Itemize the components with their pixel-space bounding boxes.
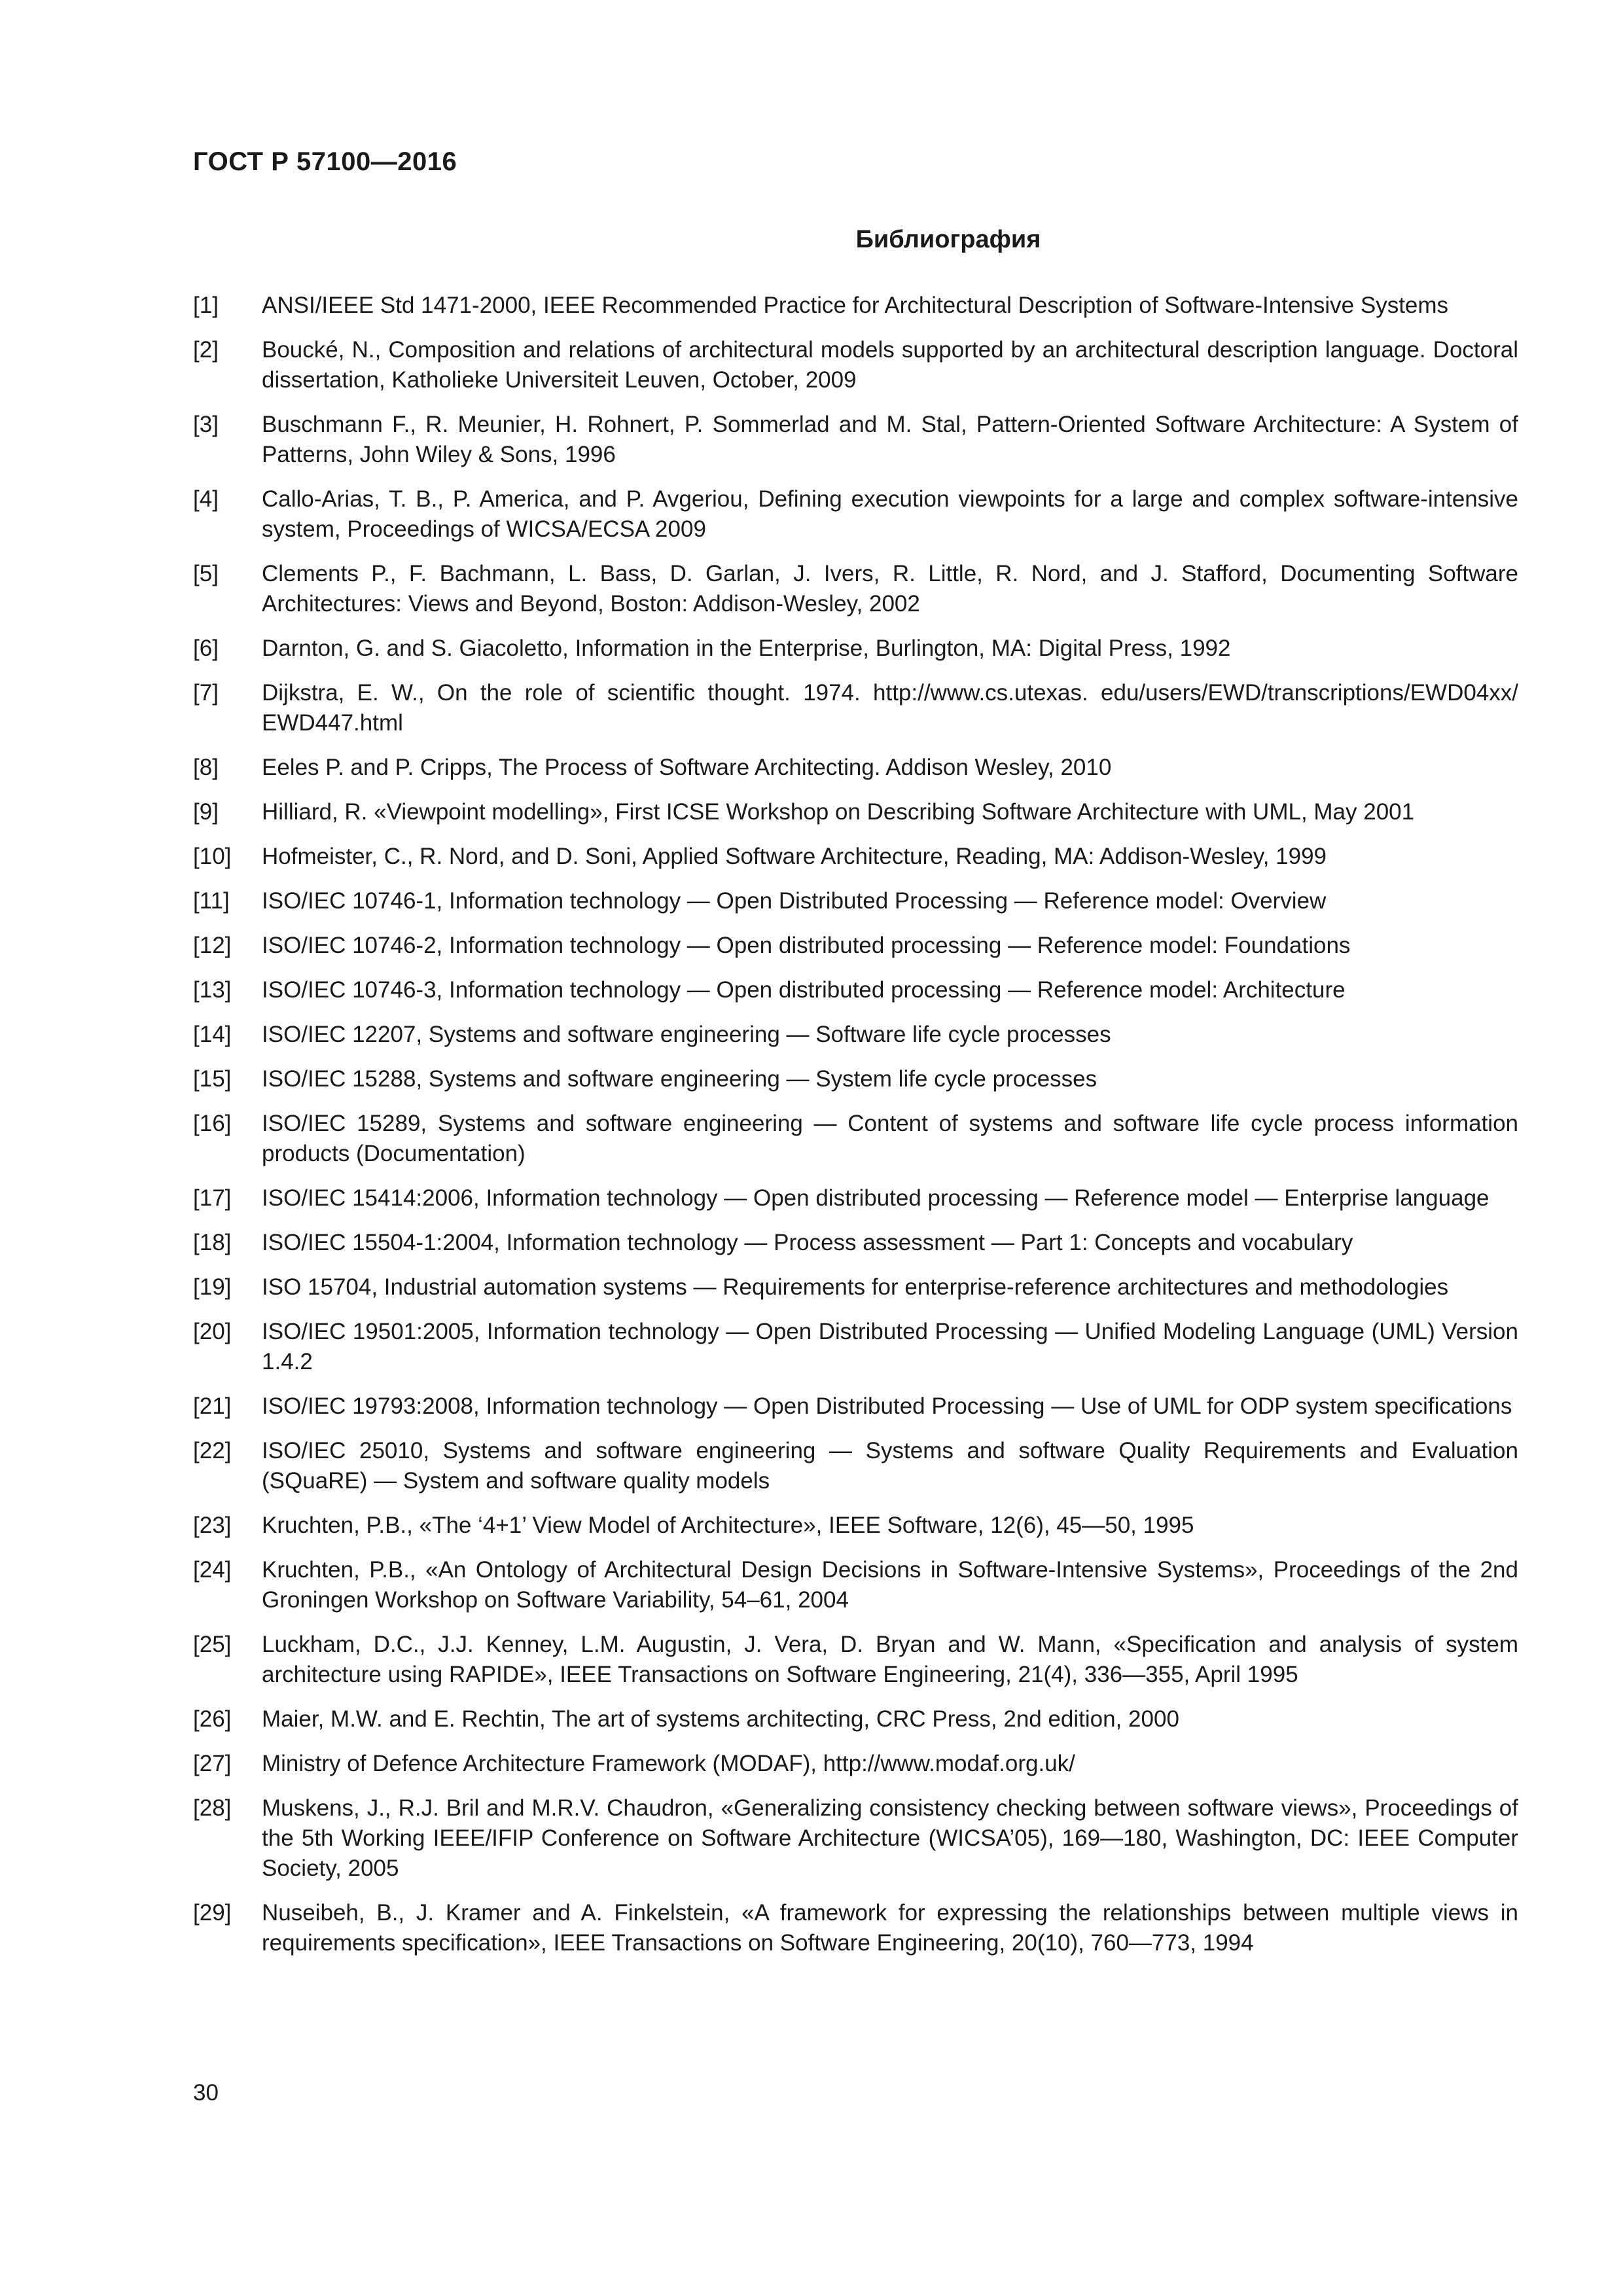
reference-item: [193, 484, 1518, 545]
reference-item: [193, 1109, 1518, 1169]
section-title: Библиография: [855, 226, 1041, 253]
reference-item: [193, 1020, 1518, 1050]
reference-text: Callo-Arias, T. B., P. America, and P. Avgeriou, Defining execution viewpoints for a large and complex software-intensive system, Proceedings of WICSA/ECSA 2009: [262, 486, 1518, 542]
reference-item: [193, 1391, 1518, 1422]
reference-number: [28]: [193, 1795, 232, 1821]
reference-number: [10]: [193, 844, 232, 869]
reference-item: [193, 1436, 1518, 1496]
reference-number: [17]: [193, 1185, 232, 1211]
reference-text: ISO/IEC 12207, Systems and software engineering — Software life cycle processes: [262, 1022, 1111, 1047]
reference-text: Darnton, G. and S. Giacoletto, Information in the Enterprise, Burlington, MA: Digital Press, 1992: [262, 636, 1231, 661]
reference-item: [193, 975, 1518, 1005]
reference-item: [193, 931, 1518, 961]
reference-item: [193, 291, 1518, 321]
reference-number: [2]: [193, 337, 219, 363]
reference-text: Hofmeister, C., R. Nord, and D. Soni, Applied Software Architecture, Reading, MA: Addison-Wesley, 1999: [262, 844, 1327, 869]
reference-item: [193, 1793, 1518, 1884]
page-number: 30: [193, 2080, 219, 2106]
reference-item: [193, 335, 1518, 395]
reference-number: [27]: [193, 1751, 232, 1776]
reference-text: Dijkstra, E. W., On the role of scientific thought. 1974. http://www.cs.utexas. edu/users/EWD/transcriptions/EWD04xx/ EWD447.html: [262, 680, 1518, 736]
reference-item: [193, 1317, 1518, 1377]
reference-text: Luckham, D.C., J.J. Kenney, L.M. Augustin, J. Vera, D. Bryan and W. Mann, «Specification and analysis of system architecture using RAPIDE», IEEE Transactions on Software Engineering, 21(4), 336—355, April 1995: [262, 1632, 1518, 1687]
reference-number: [19]: [193, 1274, 232, 1300]
reference-text: ISO 15704, Industrial automation systems — Requirements for enterprise-reference architectures and methodologies: [262, 1274, 1449, 1300]
reference-text: Boucké, N., Composition and relations of architectural models supported by an architectural description language. Doctoral dissertation, Katholieke Universiteit Leuven, October, 2009: [262, 337, 1518, 393]
reference-number: [14]: [193, 1022, 232, 1047]
reference-text: Maier, M.W. and E. Rechtin, The art of systems architecting, CRC Press, 2nd edition, 2000: [262, 1706, 1179, 1732]
reference-number: [26]: [193, 1706, 232, 1732]
reference-item: [193, 1630, 1518, 1690]
reference-item: [193, 797, 1518, 827]
reference-text: ISO/IEC 15504-1:2004, Information technology — Process assessment — Part 1: Concepts and vocabulary: [262, 1230, 1353, 1255]
reference-text: ISO/IEC 19501:2005, Information technology — Open Distributed Processing — Unified Modeling Language (UML) Version 1.4.2: [262, 1319, 1518, 1374]
reference-item: [193, 634, 1518, 664]
reference-text: ANSI/IEEE Std 1471-2000, IEEE Recommended Practice for Architectural Description of Software-Intensive Systems: [262, 293, 1449, 318]
reference-item: [193, 842, 1518, 872]
reference-text: ISO/IEC 19793:2008, Information technology — Open Distributed Processing — Use of UML for ODP system specifications: [262, 1393, 1512, 1419]
reference-number: [6]: [193, 636, 219, 661]
reference-item: [193, 1228, 1518, 1258]
reference-number: [3]: [193, 412, 219, 437]
reference-number: [7]: [193, 680, 219, 706]
reference-text: ISO/IEC 15289, Systems and software engineering — Content of systems and software life cycle process information products (Documentation): [262, 1111, 1518, 1166]
reference-number: [23]: [193, 1513, 232, 1538]
reference-text: Nuseibeh, B., J. Kramer and A. Finkelstein, «A framework for expressing the relationships between multiple views in requirements specification», IEEE Transactions on Software Engineering, 20(10), 760—773, 1994: [262, 1900, 1518, 1956]
reference-text: Kruchten, P.B., «An Ontology of Architectural Design Decisions in Software-Intensive Systems», Proceedings of the 2nd Groningen Workshop on Software Variability, 54–61, 2004: [262, 1557, 1518, 1613]
reference-number: [16]: [193, 1111, 232, 1136]
bibliography-list: [193, 291, 1518, 1973]
reference-item: [193, 1898, 1518, 1958]
reference-item: [193, 1272, 1518, 1302]
standard-header: ГОСТ Р 57100—2016: [193, 147, 457, 176]
reference-text: ISO/IEC 10746-3, Information technology — Open distributed processing — Reference model: Architecture: [262, 977, 1346, 1003]
reference-text: Kruchten, P.B., «The ‘4+1’ View Model of Architecture», IEEE Software, 12(6), 45—50, 1995: [262, 1513, 1194, 1538]
reference-number: [12]: [193, 933, 232, 958]
reference-number: [11]: [193, 888, 230, 914]
reference-text: ISO/IEC 15288, Systems and software engineering — System life cycle processes: [262, 1066, 1097, 1092]
reference-item: [193, 410, 1518, 470]
reference-number: [1]: [193, 293, 219, 318]
reference-item: [193, 559, 1518, 619]
reference-number: [9]: [193, 799, 219, 825]
reference-text: Hilliard, R. «Viewpoint modelling», First ICSE Workshop on Describing Software Architecture with UML, May 2001: [262, 799, 1415, 825]
reference-number: [4]: [193, 486, 219, 512]
reference-number: [15]: [193, 1066, 232, 1092]
reference-item: [193, 1749, 1518, 1779]
reference-text: Muskens, J., R.J. Bril and M.R.V. Chaudron, «Generalizing consistency checking between software views», Proceedings of the 5th Working IEEE/IFIP Conference on Software Architecture (WICSA’05), 169—180, Washington, DC: IEEE Computer Society, 2005: [262, 1795, 1518, 1881]
reference-text: Ministry of Defence Architecture Framework (MODAF), http://www.modaf.org.uk/: [262, 1751, 1075, 1776]
reference-number: [25]: [193, 1632, 232, 1657]
reference-text: Buschmann F., R. Meunier, H. Rohnert, P. Sommerlad and M. Stal, Pattern-Oriented Software Architecture: A System of Patterns, John Wiley & Sons, 1996: [262, 412, 1518, 467]
reference-item: [193, 1183, 1518, 1213]
reference-text: ISO/IEC 25010, Systems and software engineering — Systems and software Quality Requirements and Evaluation (SQuaRE) — System and software quality models: [262, 1438, 1518, 1494]
reference-item: [193, 1064, 1518, 1094]
reference-item: [193, 1555, 1518, 1615]
reference-number: [20]: [193, 1319, 232, 1344]
reference-number: [29]: [193, 1900, 232, 1926]
reference-item: [193, 678, 1518, 738]
reference-item: [193, 886, 1518, 916]
reference-item: [193, 1704, 1518, 1734]
reference-text: ISO/IEC 10746-2, Information technology — Open distributed processing — Reference model: Foundations: [262, 933, 1351, 958]
reference-text: Clements P., F. Bachmann, L. Bass, D. Garlan, J. Ivers, R. Little, R. Nord, and J. Stafford, Documenting Software Architectures: Views and Beyond, Boston: Addison-Wesley, 2002: [262, 561, 1518, 617]
reference-number: [5]: [193, 561, 219, 586]
reference-number: [21]: [193, 1393, 232, 1419]
reference-text: ISO/IEC 15414:2006, Information technology — Open distributed processing — Reference model — Enterprise language: [262, 1185, 1489, 1211]
reference-number: [8]: [193, 755, 219, 780]
reference-item: [193, 753, 1518, 783]
reference-item: [193, 1511, 1518, 1541]
reference-text: ISO/IEC 10746-1, Information technology — Open Distributed Processing — Reference model: Overview: [262, 888, 1327, 914]
reference-number: [22]: [193, 1438, 232, 1463]
reference-number: [24]: [193, 1557, 232, 1583]
reference-text: Eeles P. and P. Cripps, The Process of Software Architecting. Addison Wesley, 2010: [262, 755, 1112, 780]
reference-number: [13]: [193, 977, 232, 1003]
reference-number: [18]: [193, 1230, 232, 1255]
